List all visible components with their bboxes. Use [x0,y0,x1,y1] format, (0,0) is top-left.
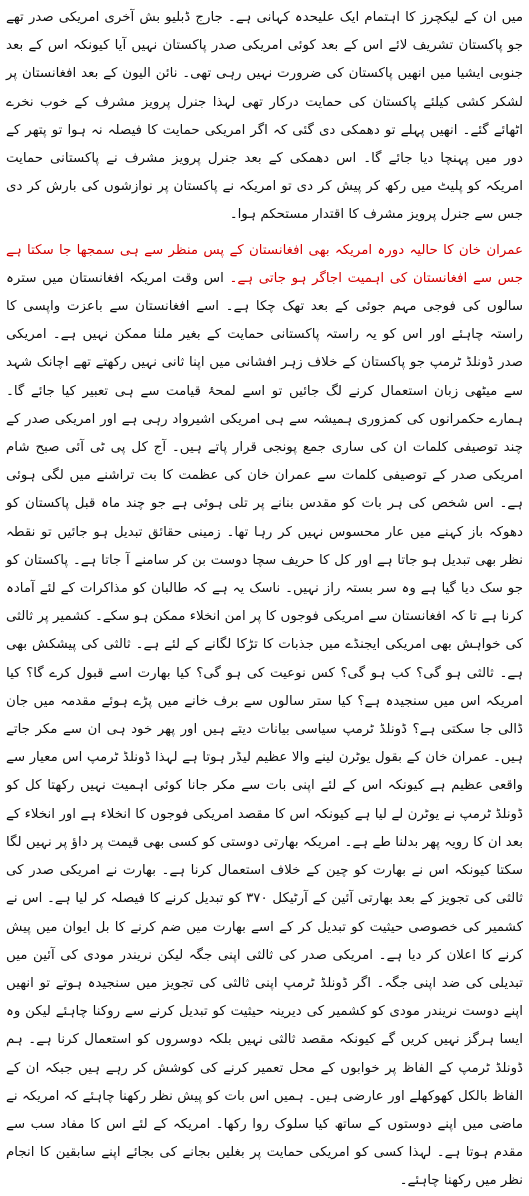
paragraph-2-text: اس وقت امریکہ افغانستان میں سترہ سالوں کی فوجی مہم جوئی کے بعد تھک چکا ہے۔ اسے افغانستان سے باعزت واپسی کا راستہ چاہئے اور اس کو یہ راستہ پاکستانی حمایت کے بغیر ملنا ممکن نہیں ہے۔ امریکی صدر ڈونلڈ ٹرمپ جو پاکستان کے خلاف زہر افشانی میں اپنا ثانی نہیں رکھتے تھے اچانک شہد سے میٹھی زبان استعمال کرنے لگ جائیں تو اسے لمحۂ قیامت سے ہی تعبیر کیا جائے گا۔ ہمارے حکمرانوں کی کمزوری ہمیشہ سے ہی امریکی اشیرواد رہی ہے اور امریکی صدر کے چند توصیفی کلمات ان کی ساری جمع پونجی قرار پاتے ہیں۔ آج کل پی ٹی آئی صبح شام امریکی صدر کے توصیفی کلمات سے عمران خان کی عظمت کا بت تراشنے میں لگی ہوئی ہے۔ اس شخص کی ہر بات کو مقدس بنانے پر تلی ہوئی ہے جو چند ماہ قبل پاکستان کو دھوکہ باز کہنے میں عار محسوس نہیں کر رہا تھا۔ زمینی حقائق تبدیل ہو جائیں تو نقطہ نظر بھی تبدیل ہو جاتا ہے اور کل کا حریف سچا دوست بن کر سامنے آ جاتا ہے۔ پاکستان کو جو سک دیا گیا ہے وہ سر بستہ راز نہیں۔ ناسک یہ ہے کہ طالبان کو مذاکرات کے لئے آمادہ کرنا ہے تا کہ افغانستان سے امریکی فوجوں کا پر امن انخلاء ممکن ہو سکے۔ کشمیر پر ثالثی کی خواہش بھی امریکی ایجنڈے میں جذبات کا تڑکا لگانے کے لئے ہے۔ ثالثی کی پیشکش بھی ہے۔ ثالثی ہو گی؟ کب ہو گی؟ کس نوعیت کی ہو گی؟ کیا بھارت اسے قبول کرے گا؟ کیا امریکہ اس میں سنجیدہ ہے؟ کیا ستر سالوں سے برف خانے میں پڑے ہوئے مقدمہ میں جان ڈالی جا سکتی ہے؟ ڈونلڈ ٹرمپ سیاسی بیانات دیتے ہیں اور پھر خود ہی ان سے مکر جاتے ہیں۔ عمران خان کے بقول یوٹرن لینے والا عظیم لیڈر ہوتا ہے لہذا ڈونلڈ ٹرمپ اس معیار سے واقعی عظیم ہے کیونکہ اس کے لئے اپنی بات سے مکر جانا کوئی اہمیت نہیں رکھتا کل کو ڈونلڈ ٹرمپ نے یوٹرن لے لیا ہے کیونکہ اس کا مقصد امریکی فوجوں کا انخلاء ہے اور انخلاء کے بعد ان کا رویہ پھر بدلنا طے ہے۔ امریکہ بھارتی دوستی کو کسی بھی قیمت پر داؤ پر نہیں لگا سکتا کیونکہ اس نے بھارت کو چین کے خلاف استعمال کرنا ہے۔ بھارت نے امریکی صدر کی ثالثی کی تجویز کے بعد بھارتی آئین کے آرٹیکل ۳۷۰ کو تبدیل کرنے کا فیصلہ کر لیا ہے۔ اس نے کشمیر کی خصوصی حیثیت کو تبدیل کر کے اسے بھارت میں ضم کرنے کا بل ایوان میں پیش کرنے کا اعلان کر دیا ہے۔ امریکی صدر کی ثالثی اپنی جگہ لیکن نریندر مودی کی آئین میں تبدیلی کی ضد اپنی جگہ۔ اگر ڈونلڈ ٹرمپ اپنی ثالثی کی تجویز میں سنجیدہ ہوتے تو انھیں اپنے دوست نریندر مودی کو کشمیر کی دیرینہ حیثیت کو تبدیل کرنے سے روکنا چاہئے لیکن وہ ایسا ہرگز نہیں کریں گے کیونکہ مقصد ثالثی نہیں بلکہ دوسروں کو استعمال کرنا ہے۔ ہم ڈونلڈ ٹرمپ کے الفاظ پر خوابوں کے محل تعمیر کرنے کی کوشش کر رہے ہیں جبکہ ان کے الفاظ بالکل کھوکھلے اور عارضی ہیں۔ ہمیں اس بات کو پیش نظر رکھنا چاہئے کہ امریکہ نے ماضی میں اپنے دوستوں کے ساتھ کیا سلوک روا رکھا۔ امریکہ کے لئے اس کا مفاد سب سے مقدم ہوتا ہے۔ لہذا کسی کو امریکی حمایت پر بغلیں بجانے کی بجائے اپنے سابقین کا انجام نظر میں رکھنا چاہئے۔ [6,270,524,1189]
paragraph-1-text: میں ان کے لیکچرز کا اہتمام ایک علیحدہ کہانی ہے۔ جارج ڈبلیو بش آخری امریکی صدر تھے جو پاکستان تشریف لائے اس کے بعد کوئی امریکی صدر پاکستان نہیں آیا کیونکہ اس کے بعد جنوبی ایشیا میں انھیں پاکستان کی ضرورت نہیں رہی تھی۔ نائن الیون کے بعد افغانستان پر لشکر کشی کیلئے پاکستان کی حمایت درکار تھی لہذا جنرل پرویز مشرف کے خوب نخرے اٹھائے گئے۔ انھیں پہلے تو دھمکی دی گئی کہ اگر امریکی حمایت کا فیصلہ نہ ہوا تو پتھر کے دور میں پہنچا دیا جائے گا۔ اس دھمکی کے بعد جنرل پرویز مشرف نے پاکستانی حمایت امریکہ کو پلیٹ میں رکھ کر پیش کر دی تو امریکہ نے پاکستان پر نوازشوں کی بارش کر دی جس سے جنرل پرویز مشرف کا اقتدار مستحکم ہوا۔ [6,10,523,223]
article-paragraph-1 [6,4,523,230]
article-paragraph-2 [6,237,523,1196]
highlighted-sentence: عمران خان کا حالیہ دورہ امریکہ بھی افغانستان کے پس منظر سے ہی سمجھا جا سکتا ہے جس سے افغانستان کی اہمیت اجاگر ہو جاتی ہے۔ [6,242,523,286]
